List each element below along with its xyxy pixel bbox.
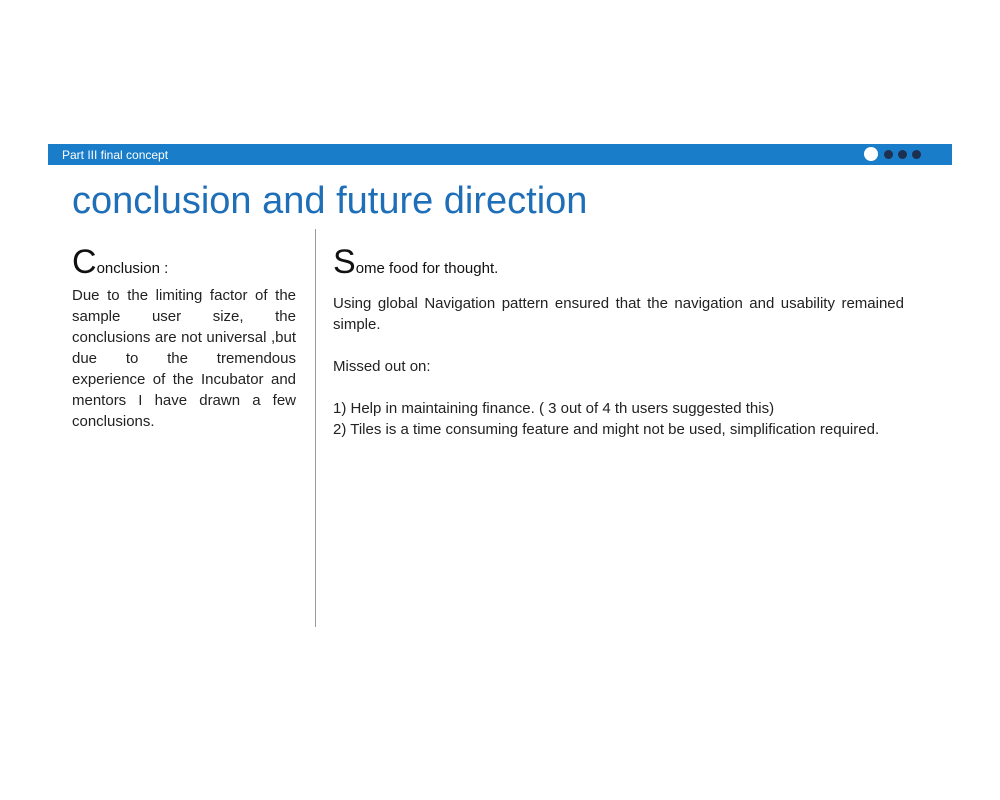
- conclusion-body: Due to the limiting factor of the sample user size, the conclusions are not universal ,but due to the tremendous experience of the Incubator and mentors I have drawn a few conclusions.: [72, 287, 296, 430]
- conclusion-heading-initial: C: [72, 243, 97, 281]
- conclusion-heading-rest: onclusion :: [96, 260, 169, 277]
- conclusion-heading: [72, 242, 296, 282]
- food-for-thought-heading-rest: ome food for thought.: [355, 260, 499, 277]
- pager-dot-icon: [912, 150, 921, 159]
- pager-dot-icon: [898, 150, 907, 159]
- section-label: Part III final concept: [62, 148, 169, 162]
- list-item: 2) Tiles is a time consuming feature and might not be used, simplification required.: [333, 421, 880, 438]
- food-for-thought-heading-initial: S: [333, 243, 356, 281]
- pager-dot-icon: [884, 150, 893, 159]
- page-title: conclusion and future direction: [72, 180, 588, 222]
- food-for-thought-column: [333, 242, 904, 440]
- section-banner: [48, 144, 952, 165]
- navigation-paragraph: Using global Navigation pattern ensured that the navigation and usability remained simple.: [333, 295, 904, 333]
- pager-dot-active-icon: [864, 147, 878, 161]
- list-item: 1) Help in maintaining finance. ( 3 out of 4 th users suggested this): [333, 400, 775, 417]
- column-divider: [315, 229, 316, 627]
- missed-out-label: Missed out on:: [333, 358, 431, 375]
- conclusion-column: [72, 242, 296, 432]
- food-for-thought-heading: [333, 242, 904, 282]
